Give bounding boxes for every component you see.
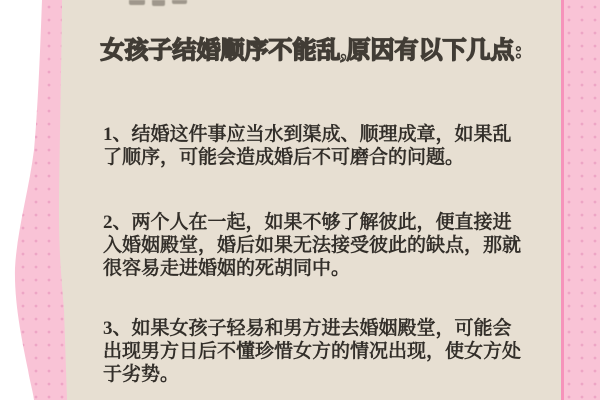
cut-off-text-remnant: [172, 0, 187, 4]
paragraph-line: 1、结婚这件事应当水到渠成、顺理成章，如果乱: [103, 124, 512, 145]
paragraph-1: [103, 123, 563, 169]
paragraph-line: 很容易走进婚姻的死胡同中。: [103, 258, 351, 279]
paragraph-line: 2、两个人在一起，如果不够了解彼此，便直接进: [103, 212, 512, 233]
cut-off-text-remnant: [152, 0, 165, 6]
paragraph-line: 于劣势。: [103, 364, 180, 385]
paragraph-line: 入婚姻殿堂，婚后如果无法接受彼此的缺点，那就: [103, 235, 522, 256]
paragraph-line: 3、如果女孩子轻易和男方进去婚姻殿堂，可能会: [103, 318, 512, 339]
paragraph-line: 了顺序，可能会造成婚后不可磨合的问题。: [103, 147, 465, 168]
paragraph-2: [103, 211, 563, 280]
page-title: 女孩子结婚顺序不能乱,原因有以下几点:: [100, 38, 523, 64]
cut-off-text-remnant: [129, 0, 145, 5]
paragraph-line: 出现男方日后不懂珍惜女方的情况出现，使女方处: [103, 341, 522, 362]
paragraph-3: [103, 317, 563, 386]
